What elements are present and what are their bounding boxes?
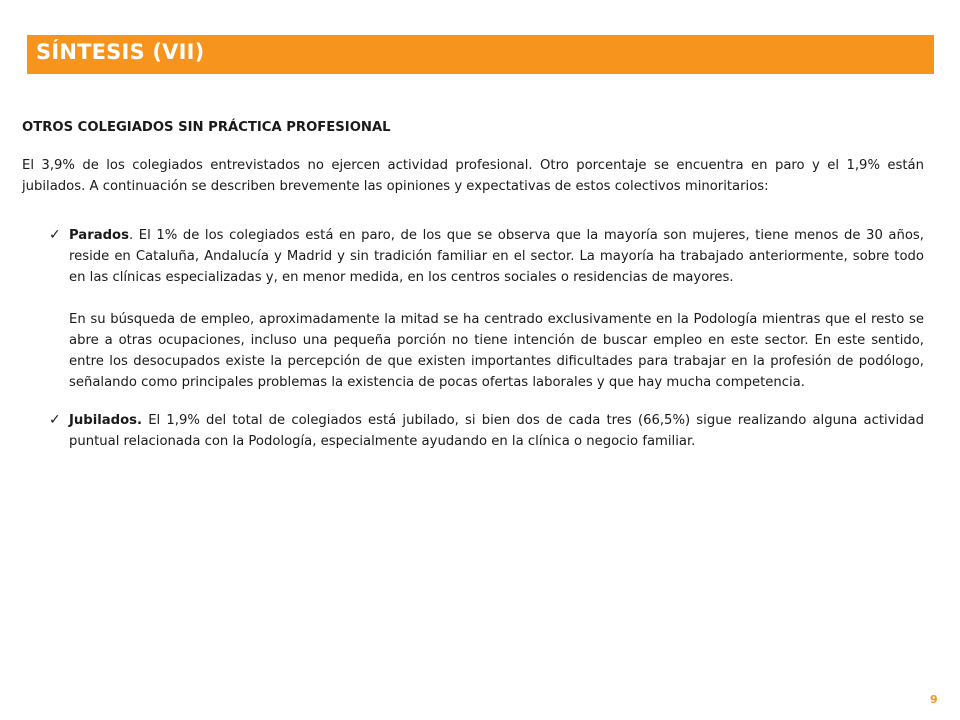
check-icon: ✓ — [49, 227, 61, 243]
page-number: 9 — [930, 693, 938, 706]
page-title: SÍNTESIS (VII) — [36, 40, 205, 64]
bullet-item-jubilados — [22, 410, 924, 452]
bullet-item-parados — [22, 225, 924, 393]
intro-paragraph: El 3,9% de los colegiados entrevistados no ejercen actividad profesional. Otro porcentaje se encuentra en paro y el 1,9% están jubilados. A continuación se describen brevemente las opiniones y expectativas de estos colectivos minoritarios: — [22, 158, 924, 194]
bullet-list — [22, 225, 924, 452]
check-icon: ✓ — [49, 412, 61, 428]
bullet-text: El 1,9% del total de colegiados está jubilado, si bien dos de cada tres (66,5%) sigue realizando alguna actividad puntual relacionada con la Podología, especialmente ayudando en la clínica o negocio familiar. — [69, 413, 924, 449]
section-heading: OTROS COLEGIADOS SIN PRÁCTICA PROFESIONAL — [22, 120, 391, 135]
bullet-paragraph — [69, 225, 924, 288]
bullet-lead: Jubilados. — [69, 413, 143, 428]
bullet-lead: Parados — [69, 228, 129, 243]
title-bar — [27, 35, 934, 74]
main-content — [22, 117, 924, 469]
bullet-text: . El 1% de los colegiados está en paro, de los que se observa que la mayoría son mujeres, tiene menos de 30 años, reside en Cataluña, Andalucía y Madrid y sin tradición familiar en el sector. La mayoría ha trabajado anteriormente, sobre todo en las clínicas especializadas y, en menor medida, en los centros sociales o residencias de mayores. — [69, 228, 924, 285]
bullet-extra-paragraph: En su búsqueda de empleo, aproximadamente la mitad se ha centrado exclusivamente en la Podología mientras que el resto se abre a otras ocupaciones, incluso una pequeña porción no tiene intención de buscar empleo en este sector. En este sentido, entre los desocupados existe la percepción de que existen importantes dificultades para trabajar en la profesión de podólogo, señalando como principales problemas la existencia de pocas ofertas laborales y que hay mucha competencia. — [69, 312, 924, 390]
bullet-paragraph — [69, 410, 924, 452]
